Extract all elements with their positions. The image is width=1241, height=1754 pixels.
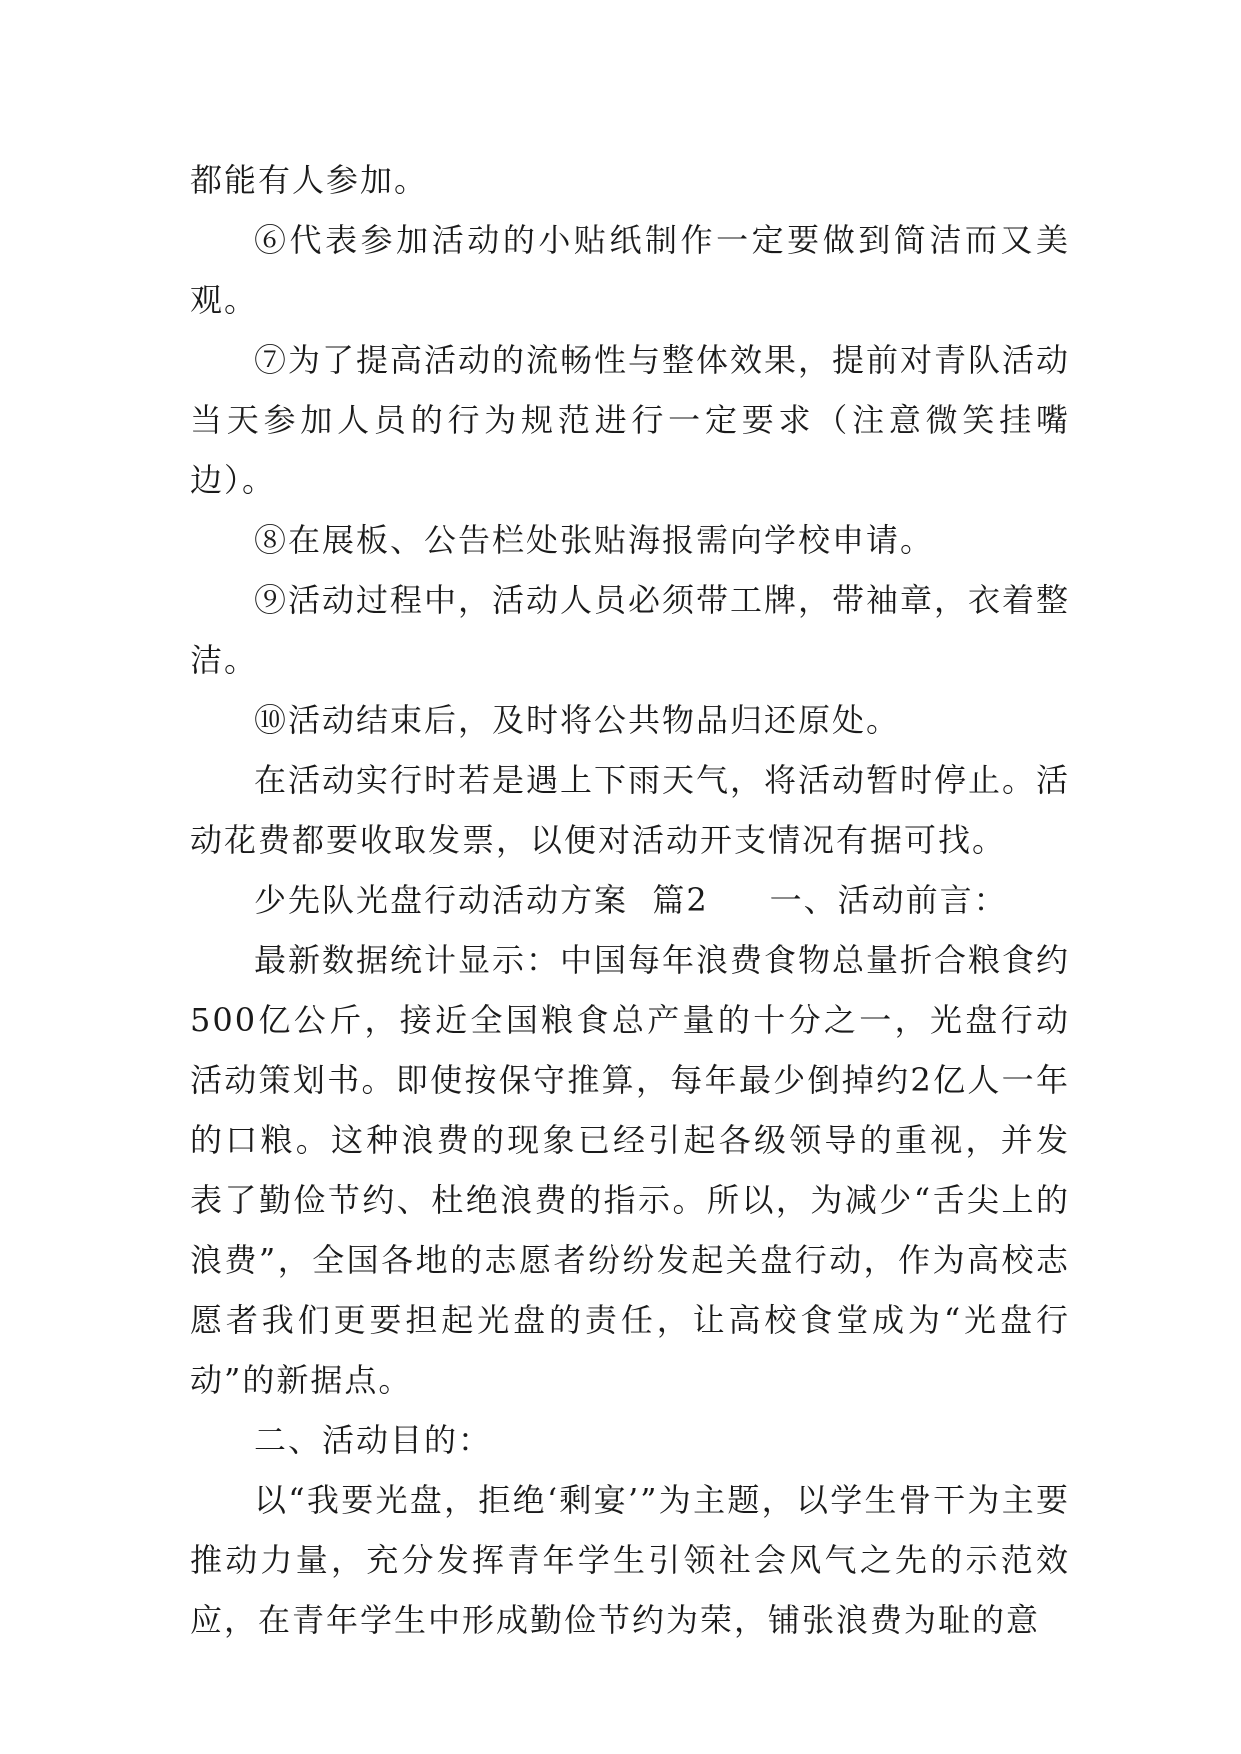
paragraph: ⑩活动结束后，及时将公共物品归还原处。 [254, 701, 901, 739]
document-body [190, 150, 1070, 1650]
paragraph: 最新数据统计显示：中国每年浪费食物总量折合粮食约500亿公斤，接近全国粮食总产量的十分之一，光盘行动活动策划书。即使按保守推算，每年最少倒掉约2亿人一年的口粮。这种浪费的现象已经引起各级领导的重视，并发表了勤俭节约、杜绝浪费的指示。所以，为减少“舌尖上的浪费”，全国各地的志愿者纷纷发起关盘行动，作为高校志愿者我们更要担起光盘的责任，让高校食堂成为“光盘行动”的新据点。 [190, 941, 1071, 1399]
paragraph: 以“我要光盘，拒绝‘剩宴’”为主题，以学生骨干为主要推动力量，充分发挥青年学生引领社会风气之先的示范效应，在青年学生中形成勤俭节约为荣，铺张浪费为耻的意 [190, 1481, 1070, 1639]
paragraph: ⑥代表参加活动的小贴纸制作一定要做到简洁而又美观。 [190, 221, 1070, 319]
section-heading: 少先队光盘行动活动方案 篇2 一、活动前言： [254, 881, 1008, 919]
paragraph: 都能有人参加。 [190, 161, 429, 199]
paragraph: ⑦为了提高活动的流畅性与整体效果，提前对青队活动当天参加人员的行为规范进行一定要求（注意微笑挂嘴边）。 [190, 341, 1071, 499]
paragraph: ⑧在展板、公告栏处张贴海报需向学校申请。 [254, 521, 935, 559]
paragraph: 在活动实行时若是遇上下雨天气，将活动暂时停止。活动花费都要收取发票，以便对活动开支情况有据可找。 [190, 761, 1071, 859]
section-heading: 二、活动目的： [254, 1421, 493, 1459]
paragraph: ⑨活动过程中，活动人员必须带工牌，带袖章，衣着整洁。 [190, 581, 1071, 679]
